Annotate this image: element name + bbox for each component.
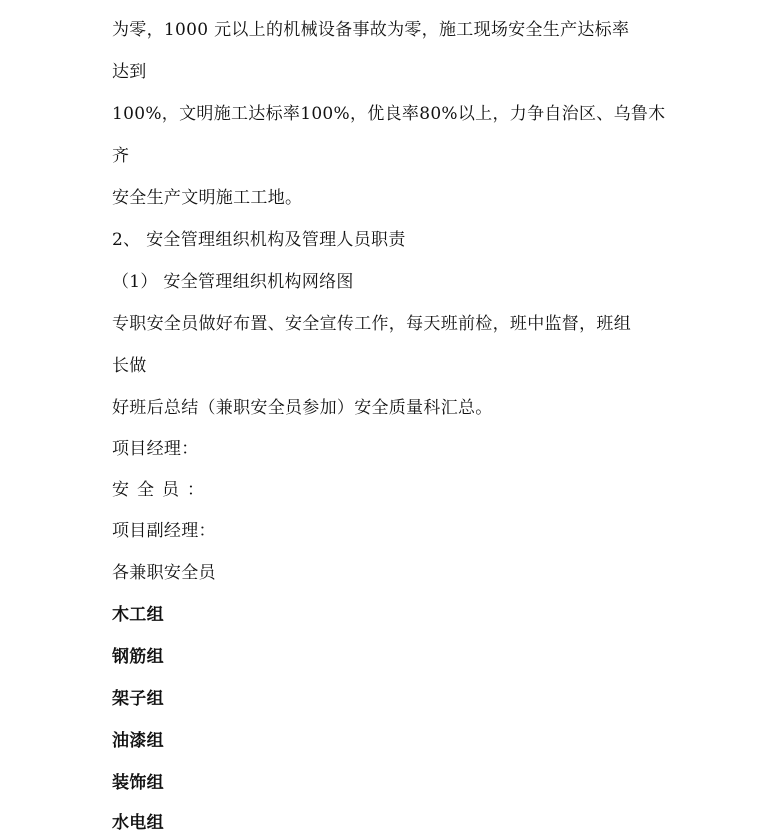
group-label: 木工组 <box>112 605 164 625</box>
paragraph-line: 100%，文明施工达标率100%，优良率80%以上，力争自治区、乌鲁木 <box>112 104 666 124</box>
paragraph-line: 达到 <box>112 62 147 82</box>
role-label-safety-officer: 安全员： <box>112 480 212 500</box>
group-label: 油漆组 <box>112 731 164 751</box>
group-label: 装饰组 <box>112 773 164 793</box>
role-label-part-time-officers: 各兼职安全员 <box>112 563 216 583</box>
paragraph-line: 安全生产文明施工工地。 <box>112 188 303 208</box>
paragraph-line: 长做 <box>112 356 147 376</box>
paragraph-line: 好班后总结（兼职安全员参加）安全质量科汇总。 <box>112 398 493 418</box>
role-label-project-manager: 项目经理： <box>112 439 199 459</box>
group-label: 钢筋组 <box>112 647 164 667</box>
section-heading: 2、 安全管理组织机构及管理人员职责 <box>112 230 406 250</box>
paragraph-line: 齐 <box>112 146 130 166</box>
subsection-heading: （1） 安全管理组织机构网络图 <box>112 272 354 292</box>
group-label: 水电组 <box>112 813 164 833</box>
paragraph-line: 为零，1000 元以上的机械设备事故为零，施工现场安全生产达标率 <box>112 20 630 40</box>
group-label: 架子组 <box>112 689 164 709</box>
role-label-deputy-manager: 项目副经理： <box>112 521 216 541</box>
paragraph-line: 专职安全员做好布置、安全宣传工作，每天班前检，班中监督，班组 <box>112 314 631 334</box>
